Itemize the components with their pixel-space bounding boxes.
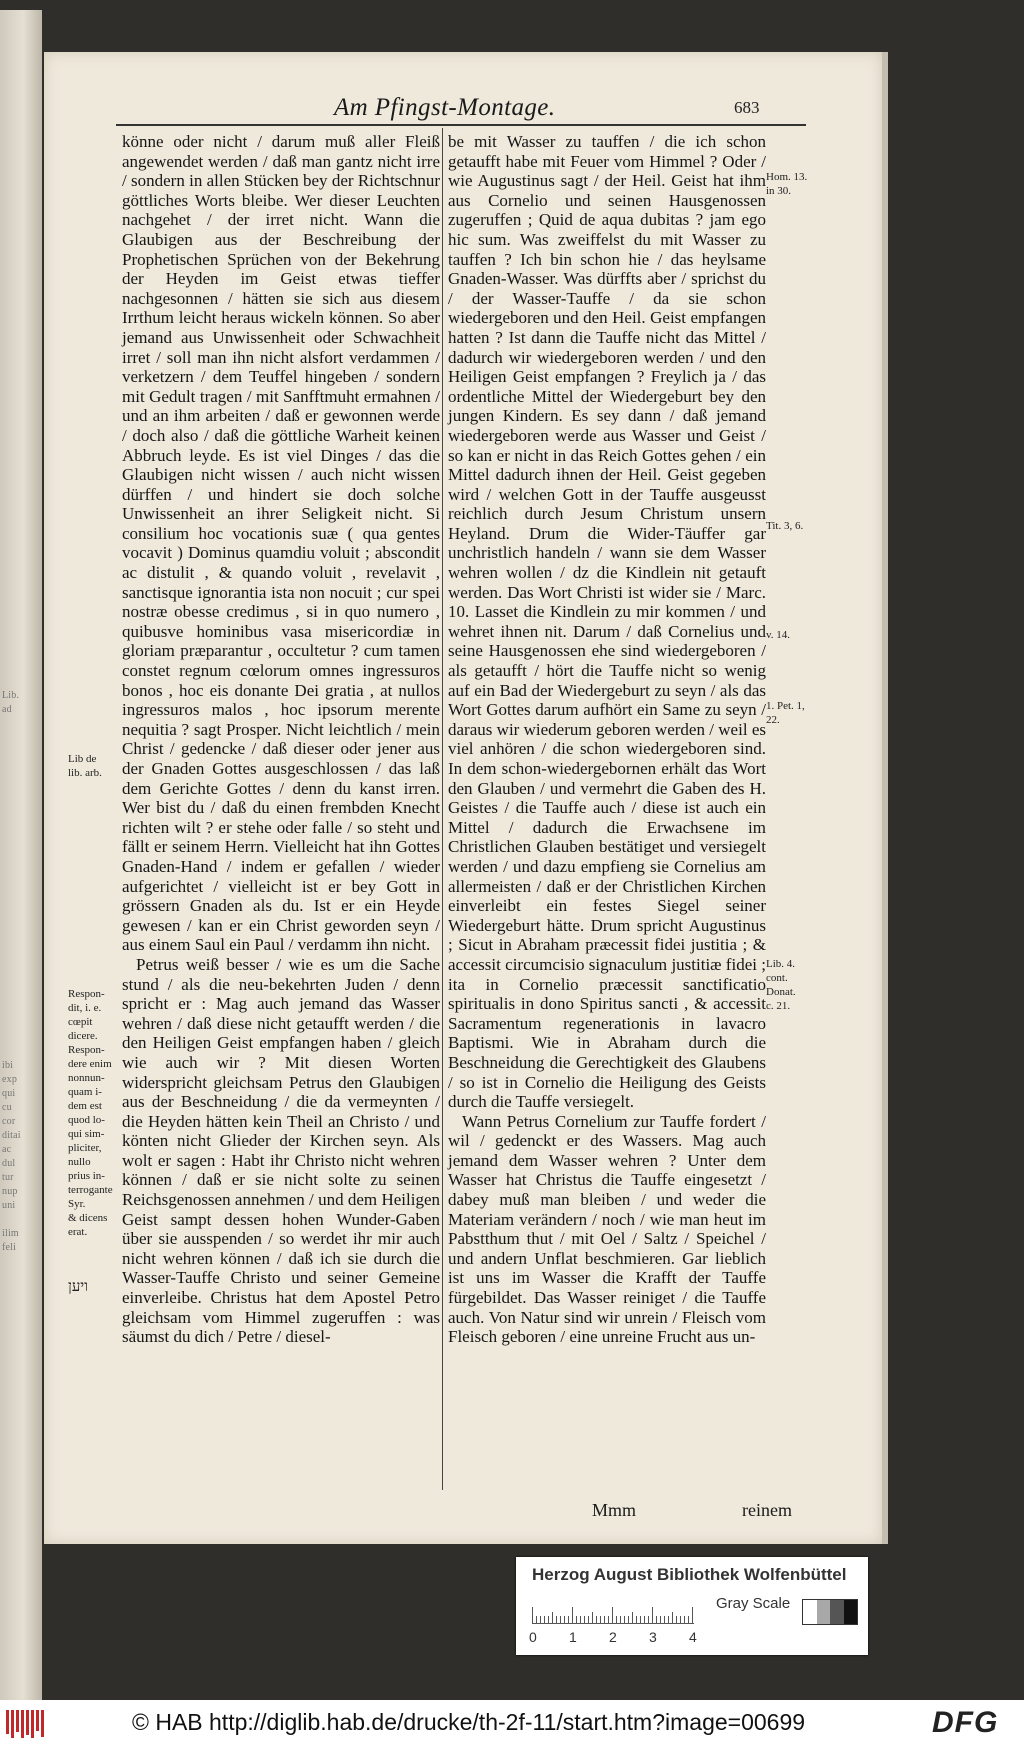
ruler-tick: [688, 1616, 689, 1623]
footer-bar: [0, 1700, 1024, 1747]
margin-note-hom: Hom. 13. in 30.: [766, 171, 808, 197]
ruler-tick: [644, 1616, 645, 1623]
ruler-tick: [672, 1612, 673, 1623]
ruler-tick: [604, 1616, 605, 1623]
margin-note-pet: 1. Pet. 1, 22.: [766, 700, 805, 726]
left-fragment: ditai: [2, 1130, 21, 1141]
ruler-label: 1: [569, 1629, 577, 1645]
ruler-tick: [588, 1616, 589, 1623]
right-text-column: [448, 132, 766, 1347]
left-fragment: uni: [2, 1200, 16, 1211]
left-fragment: ad: [2, 704, 12, 715]
book-page: [44, 52, 882, 1544]
ruler-tick: [668, 1616, 669, 1623]
left-fragment: ac: [2, 1144, 12, 1155]
ruler-label: 4: [689, 1629, 697, 1645]
ruler-label: 3: [649, 1629, 657, 1645]
ruler-tick: [676, 1616, 677, 1623]
ruler-tick: [592, 1612, 593, 1623]
left-fragment: exp: [2, 1074, 18, 1085]
ruler-tick: [572, 1607, 573, 1623]
ruler-tick: [580, 1616, 581, 1623]
library-name: Herzog August Bibliothek Wolfenbüttel: [532, 1565, 847, 1584]
ruler-label: 0: [529, 1629, 537, 1645]
paragraph: Petrus weiß besser / wie es um die Sache stund / als die neu-bekehrten Juden / denn spricht er : Mag auch jemand das Wasser wehren / daß diese nicht getaufft werden / die den Heiligen Geist empfangen haben / gleich wie auch wir ? Mit diesen Worten widerspricht gleichsam Petrus den Glaubigen aus der Beschneidung / die da vermeynten / die Heyden hätten kein Theil an Christo / und könten nicht Glieder der Kirchen seyn. Als wolt er sagen : Habt ihr Christo nicht wehren können / daß er sie nicht solte zu seinen Reichsgenossen annehmen / und dem Heiligen Geist sampt dessen hohen Wunder-Gaben über sie ausspenden / so werdet ihr mir auch nicht wehren können / daß ich sie durch die Wasser-Tauffe Christo und seiner Gemeine einverleibe. Christus hat dem Apostel Petro gleichsam vom Himmel zugeruffen : was säumst du dich / Petre / diesel-: [122, 954, 440, 1347]
left-fragment: dul: [2, 1158, 16, 1169]
margin-note-marc: v. 14.: [766, 629, 791, 641]
ruler-tick: [568, 1616, 569, 1623]
ruler-tick: [576, 1616, 577, 1623]
margin-note-lib-donat: Lib. 4. cont. Donat. c. 21.: [766, 958, 796, 1012]
ruler-tick: [612, 1607, 613, 1623]
swatch-light-gray: [817, 1600, 831, 1624]
ruler-label: 2: [609, 1629, 617, 1645]
ruler-tick: [616, 1616, 617, 1623]
margin-note-lib-arb: Lib de lib. arb.: [68, 753, 102, 779]
left-fragment: tur: [2, 1172, 14, 1183]
header-rule: [116, 124, 806, 126]
paragraph: be mit Wasser zu tauffen / die ich schon getaufft habe mit Feuer vom Himmel ? Oder / wie Augustinus sagt / der Heil. Geist hat ihm aus Cornelio und seinen Hausgenossen zugeruffen ; Quid de aqua dubitas ? jam ego hic sum. Was zweiffelst du mit Wasser zu tauffen ? Ich bin schon hie / das heylsame Gnaden-Wasser. Was dürffts aber / sprichst du / der Wasser-Tauffe / da sie schon wiedergeboren und den Heil. Geist empfangen hatten ? Ist dann die Tauffe nicht das Mittel / dadurch wir wiedergeboren werden / und den Heiligen Geist empfangen ? Freylich ja / das ordentliche Mittel der Wiedergeburt bey den jungen Kindern. Es sey dann / daß jemand wiedergeboren werde aus Wasser und Geist / so kan er nicht in das Reich Gottes gehen / ein Mittel dadurch ihnen der Heil. Geist gegeben wird / welchen Gott in der Tauffe ausgeusst reichlich durch Jesum Christum unsern Heyland. Drum die Wider-Täuffer gar unchristlich handeln / wann sie dem Wasser wehren wollen / dz die Kindlein nit getauft werden. Das Wort Christi ist wider sie / Marc. 10. Lasset die Kindlein zu mir kommen / und wehret ihnen nit. Darum / daß Cornelius und seine Hausgenossen ehe sind wiedergeboren / als getaufft / hört die Tauffe nicht so wenig auf ein Bad der Wiedergeburt zu seyn / als das Wort Gottes darum aufhört ein Same zu seyn / daraus wir wiederum geboren werden / weil es viel anhören / die schon wiedergeboren sind. In dem schon-wiedergebornen erhält das Wort den Glauben / und vermehrt die Gaben des H. Geistes / die Tauffe auch / diese ist auch ein Mittel / dadurch die Erwachsene im Christlichen Glauben bestätiget und versiegelt werden / und dazu empfieng sie Cornelius am allermeisten / daß er der Christlichen Kirchen einverleibt ein festes Siegel seiner Wiedergeburt hätte. Drum spricht Augustinus ; Sicut in Abraham præcessit fidei justitia ; & accessit circumcisio signaculum justitiæ fidei ; ita in Cornelio præcessit sanctificatio spiritualis in dono Spiritus sancti , & accessit Sacramentum regenerationis in lavacro Baptismi. Wie in Abraham durch die Beschneidung die Gerechtigkeit des Glaubens / so ist in Cornelio die Heiligung des Geists durch die Tauffe versiegelt.: [448, 132, 766, 1112]
ruler-tick: [656, 1616, 657, 1623]
ruler-tick: [540, 1616, 541, 1623]
left-fragment: qui: [2, 1088, 16, 1099]
gray-scale-card: [516, 1557, 868, 1655]
ruler-tick: [620, 1616, 621, 1623]
ruler-tick: [636, 1616, 637, 1623]
gray-scale-label: Gray Scale: [716, 1595, 791, 1612]
margin-note-tit: Tit. 3, 6.: [766, 520, 804, 532]
left-fragment: feli: [2, 1242, 17, 1253]
column-divider: [442, 128, 443, 1490]
left-fragment: Lib.: [2, 690, 20, 701]
margin-note-respondit: Respon- dit, i. e. cœpit dicere. Respon- dere enim nonnun- quam i- dem est quod lo- qui sim- pliciter, nullo prius in- terrogante Syr. & dicens erat.: [68, 988, 113, 1238]
ruler-tick: [596, 1616, 597, 1623]
ruler-tick: [648, 1616, 649, 1623]
swatch-black: [844, 1600, 858, 1624]
ruler-tick: [536, 1616, 537, 1623]
running-title: Am Pfingst-Montage.: [334, 94, 556, 121]
ruler-tick: [564, 1616, 565, 1623]
ruler-tick: [608, 1616, 609, 1623]
ruler-tick: [684, 1616, 685, 1623]
ruler-tick: [600, 1616, 601, 1623]
left-fragment: nup: [2, 1186, 18, 1197]
ruler-tick: [624, 1616, 625, 1623]
page-number: 683: [734, 98, 760, 117]
ruler-tick: [640, 1616, 641, 1623]
ruler-tick: [628, 1616, 629, 1623]
ruler-tick: [532, 1607, 533, 1623]
swatch-white: [803, 1600, 817, 1624]
ruler-tick: [692, 1607, 693, 1623]
left-text-column: [122, 132, 440, 1347]
ruler-tick: [548, 1616, 549, 1623]
ruler-tick: [664, 1616, 665, 1623]
left-fragment: cu: [2, 1102, 12, 1113]
ruler-tick: [584, 1616, 585, 1623]
ruler-tick: [556, 1616, 557, 1623]
dfg-logo: DFG: [932, 1706, 999, 1739]
margin-note-hebrew: ויען: [68, 1279, 89, 1295]
scale-ruler: [532, 1593, 694, 1624]
catchword: reinem: [742, 1500, 792, 1520]
page-edge: [882, 52, 888, 1544]
left-fragment: ilim: [2, 1228, 19, 1239]
hab-logo-icon: [6, 1710, 44, 1738]
left-fragment: cor: [2, 1116, 16, 1127]
ruler-tick: [652, 1607, 653, 1623]
left-page-edge: [0, 10, 42, 1700]
ruler-tick: [632, 1612, 633, 1623]
ruler-tick: [680, 1616, 681, 1623]
copyright-link[interactable]: © HAB http://diglib.hab.de/drucke/th-2f-11/start.htm?image=00699: [132, 1709, 806, 1735]
swatch-dark-gray: [830, 1600, 844, 1624]
paragraph: Wann Petrus Cornelium zur Tauffe fordert / wil / gedenckt er des Wassers. Mag auch jemand dem Wasser wehren ? Unter dem Wasser hat Christus die Tauffe eingesetzt / dabey muß man bleiben / und weder die Materiam verändern / noch / wie man heut im Pabstthum thut / mit Oel / Saltz / Speichel / und andern Unflat beschmieren. Gar lieblich ist uns im Wasser die Krafft der Tauffe fürgebildet. Das Wasser reiniget / die Tauffe auch. Von Natur sind wir unrein / Fleisch vom Fleisch geboren / eine unreine Frucht aus un-: [448, 1111, 766, 1347]
left-fragment: ibi: [2, 1060, 14, 1071]
ruler-tick: [552, 1612, 553, 1623]
ruler-tick: [660, 1616, 661, 1623]
signature-mark: Mmm: [592, 1500, 637, 1520]
ruler-tick: [560, 1616, 561, 1623]
paragraph: könne oder nicht / darum muß aller Fleiß angewendet werden / daß man gantz nicht irre / sondern in allen Stücken bey der Richtschnur göttliches Worts bleibe. Wer dieser Leuchten nachgehet / der irret nicht. Wann die Glaubigen aus der Beschreibung der Prophetischen Sprüchen von der Bekehrung der Heyden im Geist etwas tieffer nachgesonnen / hätten sie sich aus diesem Irrthum leicht heraus wickeln können. So aber jemand aus Unwissenheit oder Schwachheit irret / soll man ihn nicht alsfort verdammen / verketzern / dem Teuffel hingeben / sondern mit Gedult tragen / mit Sanfftmuht ermahnen / und an ihm arbeiten / daß er gewonnen werde / doch also / daß die göttliche Warheit keinen Abbruch leyde. Es ist viel Dinges / das die Glaubigen nicht wissen / auch nicht wissen dürffen / und hindert sie doch solche Unwissenheit an ihrer Seligkeit nicht. Si consilium hoc vocationis suæ ( qua gentes vocavit ) Dominus quamdiu voluit ; abscondit ac distulit , & quando voluit , revelavit , sanctisque ignorantia ista non nocuit ; cur spei nostræ obesse credimus , si in quo numero , quibusve hominibus vasa misericordiæ in gloriam præparantur , occultetur ? cum tamen constet regnum cœlorum omnes ingressuros bonos , hoc eis donante Dei gratia , at nullos ingressuros malos , hoc ipsorum merente nequitia ? sagt Prosper. Nicht leichtlich / mein Christ / gedencke / daß dieser oder jener aus der Gnaden Gottes ausgeschlossen / das laß dem Gerichte Gottes / denn du kanst irren. Wer bist du / daß du einen frembden Knecht richten wilt ? er stehe oder falle / so steht und fällt er seinem Herrn. Vielleicht hat ihn Gottes Gnaden-Hand / indem er gefallen / wieder aufgerichtet / vielleicht ist er bey Gott in grössern Gnaden als du. Ist er ein Heyde gewesen / kan er ein Christ geworden seyn / aus einem Saul ein Paul / verdamm ihn nicht.: [122, 132, 440, 955]
gray-swatches: [802, 1599, 858, 1625]
ruler-tick: [544, 1616, 545, 1623]
